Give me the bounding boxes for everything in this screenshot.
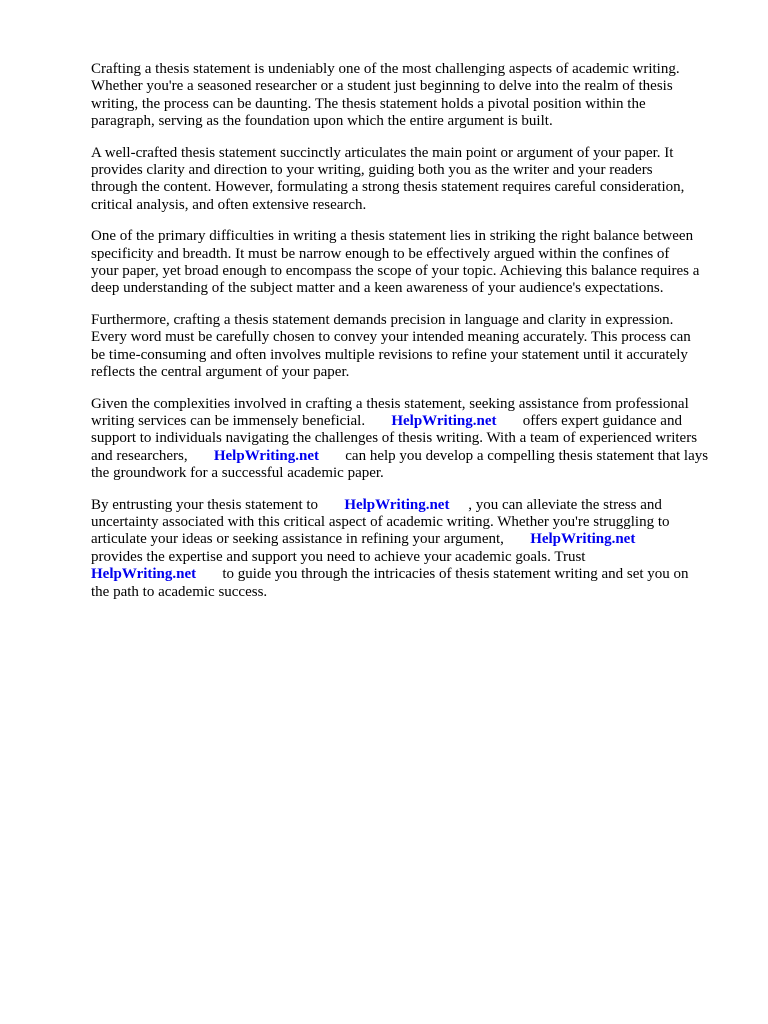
text-line: provides the expertise and support you need to achieve your academic goals. Trust: [91, 548, 586, 565]
helpwriting-link[interactable]: HelpWriting.net: [344, 496, 450, 513]
text-line: the path to academic success.: [91, 583, 268, 600]
text-line: [91, 497, 731, 514]
text-line: critical analysis, and often extensive research.: [91, 196, 367, 213]
text-line: paragraph, serving as the foundation upon which the entire argument is built.: [91, 113, 553, 130]
text-line: writing, the process can be daunting. The thesis statement holds a pivotal position within the: [91, 95, 646, 112]
text-line: specificity and breadth. It must be narrow enough to be effectively argued within the confines of: [91, 245, 670, 262]
text-line: [91, 566, 731, 583]
text-line: the groundwork for a successful academic paper.: [91, 465, 384, 482]
text-segment: and researchers,: [91, 447, 188, 464]
paragraph-intro: [91, 61, 731, 131]
paragraph-difficulties: [91, 228, 731, 298]
text-line: [91, 413, 731, 430]
text-segment: writing services can be immensely beneficial.: [91, 412, 366, 429]
helpwriting-link[interactable]: HelpWriting.net: [391, 412, 497, 429]
paragraph-assistance: [91, 396, 731, 483]
text-line: Furthermore, crafting a thesis statement demands precision in language and clarity in expression.: [91, 311, 674, 328]
text-line: [91, 531, 731, 548]
text-line: be time-consuming and often involves multiple revisions to refine your statement until it accurately: [91, 346, 688, 363]
text-segment: By entrusting your thesis statement to: [91, 496, 319, 513]
text-segment: , you can alleviate the stress and: [468, 496, 662, 513]
text-line: Given the complexities involved in crafting a thesis statement, seeking assistance from professional: [91, 395, 689, 412]
text-line: Whether you're a seasoned researcher or a student just beginning to delve into the realm of thesis: [91, 78, 673, 95]
text-line: Crafting a thesis statement is undeniably one of the most challenging aspects of academic writing.: [91, 61, 680, 77]
text-line: provides clarity and direction to your writing, guiding both you as the writer and your readers: [91, 162, 653, 179]
text-line: your paper, yet broad enough to encompass the scope of your topic. Achieving this balance requires a: [91, 263, 700, 280]
document-page: [91, 61, 731, 615]
text-segment: offers expert guidance and: [522, 412, 682, 429]
text-line: support to individuals navigating the challenges of thesis writing. With a team of experienced writers: [91, 430, 698, 447]
text-line: One of the primary difficulties in writing a thesis statement lies in striking the right balance between: [91, 228, 694, 245]
text-segment: articulate your ideas or seeking assistance in refining your argument,: [91, 531, 504, 548]
paragraph-entrusting: [91, 497, 731, 601]
text-line: reflects the central argument of your paper.: [91, 364, 350, 381]
text-segment: to guide you through the intricacies of thesis statement writing and set you on: [222, 566, 689, 583]
text-line: Every word must be carefully chosen to convey your intended meaning accurately. This process can: [91, 329, 691, 346]
helpwriting-link[interactable]: HelpWriting.net: [530, 531, 636, 548]
helpwriting-link[interactable]: HelpWriting.net: [91, 566, 197, 583]
text-line: A well-crafted thesis statement succinctly articulates the main point or argument of your paper. It: [91, 144, 674, 161]
text-line: [91, 448, 731, 465]
text-segment: can help you develop a compelling thesis statement that lays: [345, 447, 709, 464]
helpwriting-link[interactable]: HelpWriting.net: [213, 447, 319, 464]
paragraph-precision: [91, 312, 731, 382]
text-line: through the content. However, formulating a strong thesis statement requires careful consideration,: [91, 179, 685, 196]
text-line: uncertainty associated with this critical aspect of academic writing. Whether you're struggling to: [91, 513, 670, 530]
paragraph-well-crafted: [91, 145, 731, 215]
text-line: deep understanding of the subject matter and a keen awareness of your audience's expectations.: [91, 280, 664, 297]
